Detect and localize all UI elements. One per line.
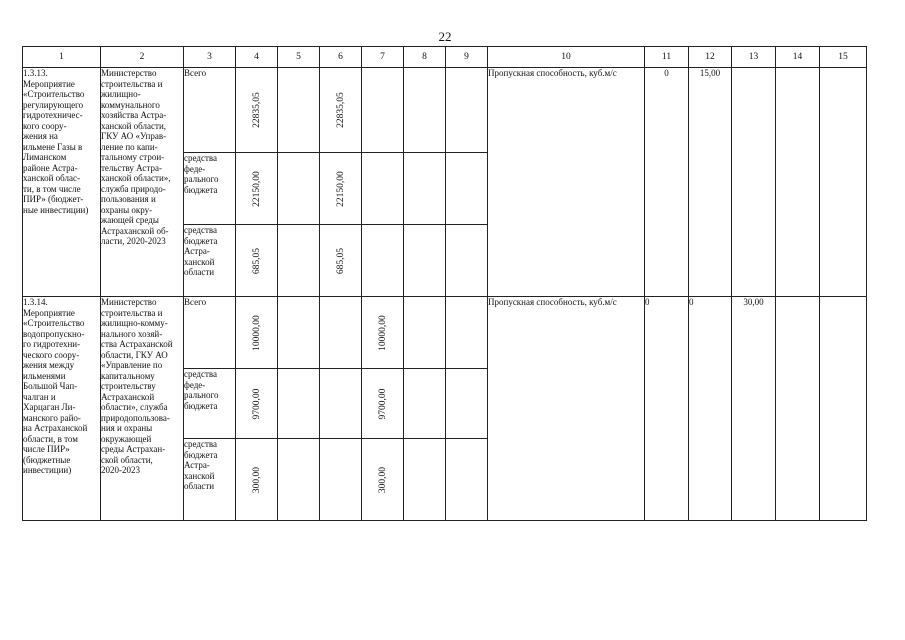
empty-cell (278, 297, 320, 369)
value-cell (820, 297, 867, 521)
column-header: 5 (278, 47, 320, 68)
amount-cell: 22150,00 (236, 153, 278, 225)
amount-cell: 300,00 (362, 439, 404, 521)
table-row (23, 297, 867, 369)
funding-source: Всего (184, 68, 236, 153)
empty-cell (278, 68, 320, 153)
empty-cell (446, 153, 488, 225)
executor-cell: Министерство строительства и жилищно-комму- нального хозяй- ства Астраханской области, ГКУ АО «Управление по капитальному строительству Астраханской области», служба природопользова- ния и охраны окружающей среды Астрахан- ской области, 2020-2023 (101, 297, 184, 521)
empty-cell (446, 225, 488, 297)
column-header: 14 (776, 47, 820, 68)
value-cell: 0 (645, 297, 689, 521)
column-header: 11 (645, 47, 689, 68)
empty-cell (404, 225, 446, 297)
amount-cell: 9700,00 (362, 369, 404, 439)
amount-cell: 300,00 (236, 439, 278, 521)
empty-cell (404, 369, 446, 439)
amount-cell: 9700,00 (236, 369, 278, 439)
table-row (23, 68, 867, 153)
empty-cell (278, 153, 320, 225)
empty-cell (446, 297, 488, 369)
column-header: 3 (184, 47, 236, 68)
column-header: 7 (362, 47, 404, 68)
amount-cell: 22150,00 (320, 153, 362, 225)
empty-cell (278, 439, 320, 521)
empty-cell (278, 369, 320, 439)
column-header: 9 (446, 47, 488, 68)
column-header: 8 (404, 47, 446, 68)
page-number: 22 (438, 29, 452, 44)
funding-source: средства феде-рального бюджета (184, 153, 236, 225)
value-cell (732, 68, 776, 297)
column-header: 6 (320, 47, 362, 68)
value-cell (776, 297, 820, 521)
empty-cell (446, 68, 488, 153)
indicator-cell: Пропускная способность, куб.м/с (488, 68, 645, 297)
amount-cell (362, 153, 404, 225)
value-cell: 0 (645, 68, 689, 297)
column-header: 15 (820, 47, 867, 68)
amount-cell (320, 369, 362, 439)
amount-cell: 685,05 (320, 225, 362, 297)
column-header-row (23, 47, 867, 68)
value-cell (776, 68, 820, 297)
column-header: 12 (689, 47, 732, 68)
empty-cell (404, 439, 446, 521)
value-cell: 15,00 (689, 68, 732, 297)
program-table (22, 46, 867, 521)
value-cell (820, 68, 867, 297)
empty-cell (404, 153, 446, 225)
amount-cell: 22835,05 (320, 68, 362, 153)
empty-cell (278, 225, 320, 297)
amount-cell: 10000,00 (236, 297, 278, 369)
amount-cell (320, 297, 362, 369)
amount-cell (362, 68, 404, 153)
executor-cell: Министерство строительства и жилищно- коммунального хозяйства Астра- ханской области, ГКУ АО «Управ- ление по капи- тальному строи- тельству Астра- ханской области», служба природо- пользования и охраны окру- жающей среды Астраханской об- ласти, 2020-2023 (101, 68, 184, 297)
empty-cell (446, 439, 488, 521)
amount-cell (320, 439, 362, 521)
indicator-cell: Пропускная способность, куб.м/с (488, 297, 645, 521)
value-cell: 0 (689, 297, 732, 521)
empty-cell (404, 297, 446, 369)
measure-description: 1.3.13. Мероприятие «Строительство регулирующего гидротехничес- кого соору- жения на ильмене Газы в Лиманском районе Астра- ханской облас- ти, в том числе ПИР» (бюджет- ные инвестиции) (23, 68, 101, 297)
funding-source: средства феде-рального бюджета (184, 369, 236, 439)
funding-source: средства бюджета Астра-ханской области (184, 439, 236, 521)
column-header: 10 (488, 47, 645, 68)
measure-description: 1.3.14. Мероприятие «Строительство водопропускно- го гидротехни- ческого соору- жения между ильменями Большой Чап- чалган и Харцаган Ли- манского райо- на Астраханской области, в том числе ПИР» (бюджетные инвестиции) (23, 297, 101, 521)
funding-source: Всего (184, 297, 236, 369)
amount-cell (362, 225, 404, 297)
column-header: 13 (732, 47, 776, 68)
column-header: 1 (23, 47, 101, 68)
value-cell: 30,00 (732, 297, 776, 521)
column-header: 2 (101, 47, 184, 68)
funding-source: средства бюджета Астра-ханской области (184, 225, 236, 297)
empty-cell (446, 369, 488, 439)
amount-cell: 10000,00 (362, 297, 404, 369)
amount-cell: 22835,05 (236, 68, 278, 153)
amount-cell: 685,05 (236, 225, 278, 297)
column-header: 4 (236, 47, 278, 68)
empty-cell (404, 68, 446, 153)
